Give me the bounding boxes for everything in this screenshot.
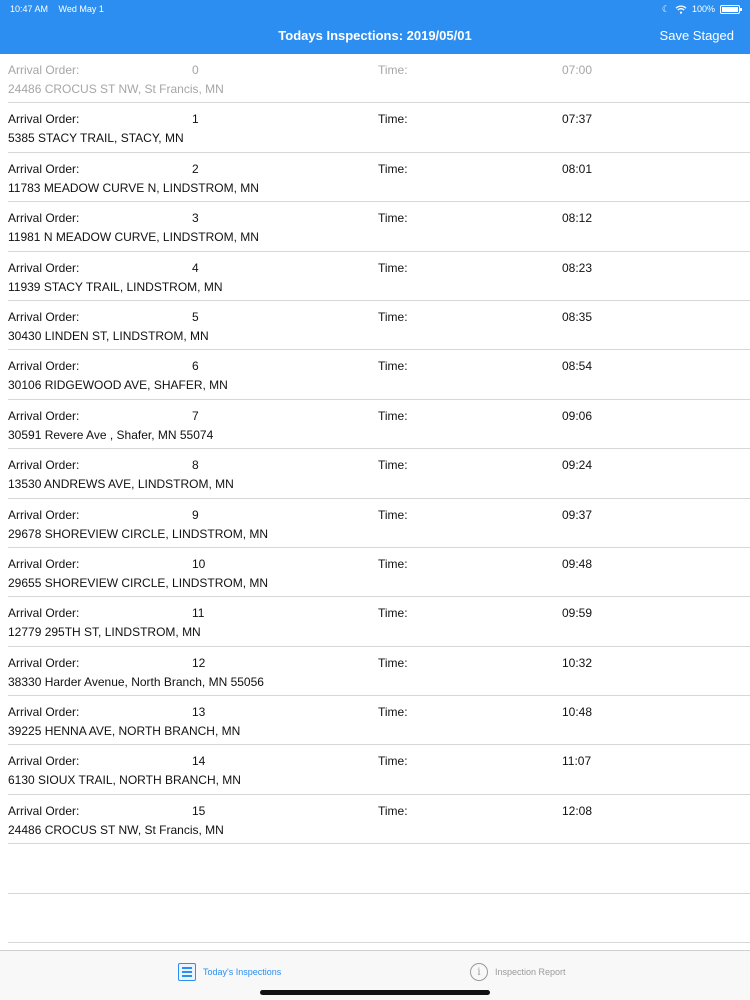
- arrival-order-value: 0: [192, 63, 199, 77]
- time-value: 07:37: [562, 112, 593, 127]
- inspection-row[interactable]: [8, 252, 750, 301]
- arrival-order-label: Arrival Order:: [8, 458, 80, 473]
- page-title: Todays Inspections: 2019/05/01: [278, 28, 472, 43]
- inspection-row[interactable]: [8, 795, 750, 844]
- address-text: 30591 Revere Ave , Shafer, MN 55074: [8, 427, 214, 442]
- time-value: 11:07: [562, 754, 592, 769]
- time-label: Time:: [378, 211, 408, 226]
- tab-inspection-report[interactable]: [470, 961, 566, 983]
- arrival-order-label: Arrival Order:: [8, 507, 80, 522]
- arrival-order-value: 9: [192, 507, 199, 522]
- home-indicator: [260, 990, 490, 995]
- time-value: 12:08: [562, 803, 593, 818]
- time-label: Time:: [378, 754, 408, 769]
- time-value: 09:24: [562, 458, 593, 473]
- status-right: [662, 4, 740, 15]
- time-label: Time:: [378, 507, 408, 522]
- arrival-order-value: 7: [192, 408, 199, 423]
- time-label: Time:: [378, 161, 408, 176]
- arrival-order-label: Arrival Order:: [8, 606, 80, 621]
- arrival-order-label: Arrival Order:: [8, 754, 80, 769]
- arrival-order-label: Arrival Order:: [8, 309, 80, 324]
- arrival-order-label: Arrival Order:: [8, 556, 80, 571]
- list-icon: [178, 963, 196, 981]
- arrival-order-label: Arrival Order:: [8, 112, 80, 127]
- arrival-order-label: Arrival Order:: [8, 161, 80, 176]
- time-label: Time:: [378, 458, 408, 473]
- inspection-row[interactable]: [8, 400, 750, 449]
- time-value: 08:01: [562, 161, 593, 176]
- navigation-bar: [0, 18, 750, 54]
- time-value: 09:48: [562, 556, 593, 571]
- do-not-disturb-icon: ☾: [661, 3, 670, 14]
- time-label: Time:: [378, 112, 408, 127]
- time-label: Time:: [378, 705, 408, 720]
- address-text: 5385 STACY TRAIL, STACY, MN: [8, 131, 184, 146]
- address-text: 30430 LINDEN ST, LINDSTROM, MN: [8, 328, 209, 343]
- address-text: 24486 CROCUS ST NW, St Francis, MN: [8, 822, 224, 837]
- tab-label: Today's Inspections: [203, 967, 282, 977]
- inspection-row[interactable]: [8, 153, 750, 202]
- arrival-order-value: 6: [192, 359, 199, 374]
- time-value: 07:00: [562, 63, 593, 77]
- arrival-order-value: 4: [192, 260, 199, 275]
- address-text: 12779 295TH ST, LINDSTROM, MN: [8, 625, 201, 640]
- address-text: 38330 Harder Avenue, North Branch, MN 55056: [8, 674, 264, 689]
- tab-todays-inspections[interactable]: [178, 961, 281, 983]
- status-time: 10:47 AM: [10, 4, 49, 14]
- address-text: 11783 MEADOW CURVE N, LINDSTROM, MN: [8, 180, 259, 195]
- address-text: 29655 SHOREVIEW CIRCLE, LINDSTROM, MN: [8, 575, 269, 590]
- time-value: 09:37: [562, 507, 593, 522]
- address-text: 13530 ANDREWS AVE, LINDSTROM, MN: [8, 477, 234, 492]
- address-text: 30106 RIDGEWOOD AVE, SHAFER, MN: [8, 378, 228, 393]
- address-text: 6130 SIOUX TRAIL, NORTH BRANCH, MN: [8, 773, 241, 788]
- inspection-row[interactable]: [8, 745, 750, 794]
- arrival-order-value: 12: [192, 655, 206, 670]
- time-value: 08:23: [562, 260, 593, 275]
- arrival-order-label: Arrival Order:: [8, 803, 80, 818]
- inspection-row[interactable]: [8, 696, 750, 745]
- time-label: Time:: [378, 63, 408, 77]
- arrival-order-value: 3: [192, 211, 199, 226]
- inspection-row[interactable]: [8, 449, 750, 498]
- save-staged-button[interactable]: Save Staged: [660, 18, 734, 54]
- status-date: Wed May 1: [58, 4, 104, 14]
- time-label: Time:: [378, 606, 408, 621]
- time-label: Time:: [378, 803, 408, 818]
- time-label: Time:: [378, 408, 408, 423]
- address-text: 29678 SHOREVIEW CIRCLE, LINDSTROM, MN: [8, 526, 269, 541]
- time-value: 10:48: [562, 705, 593, 720]
- inspection-row[interactable]: [8, 301, 750, 350]
- time-value: 08:12: [562, 211, 593, 226]
- inspection-list[interactable]: [0, 54, 750, 950]
- arrival-order-value: 13: [192, 705, 206, 720]
- arrival-order-label: Arrival Order:: [8, 260, 80, 275]
- arrival-order-value: 11: [192, 606, 205, 621]
- inspection-row[interactable]: [8, 350, 750, 399]
- wifi-icon: [675, 5, 687, 14]
- inspection-row[interactable]: [8, 597, 750, 646]
- info-icon: i: [470, 963, 488, 981]
- inspection-row[interactable]: [8, 548, 750, 597]
- address-text: 11981 N MEADOW CURVE, LINDSTROM, MN: [8, 230, 259, 245]
- inspection-row[interactable]: [8, 647, 750, 696]
- time-value: 10:32: [562, 655, 593, 670]
- arrival-order-label: Arrival Order:: [8, 211, 80, 226]
- status-left: [10, 4, 112, 14]
- inspection-row[interactable]: [8, 103, 750, 152]
- empty-row: [8, 894, 750, 943]
- arrival-order-value: 1: [192, 112, 199, 127]
- arrival-order-value: 10: [192, 556, 206, 571]
- address-text: 24486 CROCUS ST NW, St Francis, MN: [8, 82, 224, 96]
- arrival-order-value: 8: [192, 458, 199, 473]
- time-value: 08:54: [562, 359, 593, 374]
- arrival-order-value: 14: [192, 754, 206, 769]
- time-label: Time:: [378, 556, 408, 571]
- inspection-row[interactable]: [8, 499, 750, 548]
- time-label: Time:: [378, 309, 408, 324]
- arrival-order-label: Arrival Order:: [8, 655, 80, 670]
- arrival-order-label: Arrival Order:: [8, 359, 80, 374]
- time-label: Time:: [378, 655, 408, 670]
- arrival-order-label: Arrival Order:: [8, 63, 80, 77]
- arrival-order-label: Arrival Order:: [8, 705, 80, 720]
- arrival-order-value: 5: [192, 309, 199, 324]
- empty-row: [8, 844, 750, 893]
- inspection-row[interactable]: [8, 202, 750, 251]
- time-value: 09:59: [562, 606, 593, 621]
- time-value: 08:35: [562, 309, 593, 324]
- time-label: Time:: [378, 260, 408, 275]
- arrival-order-value: 15: [192, 803, 206, 818]
- arrival-order-label: Arrival Order:: [8, 408, 80, 423]
- address-text: 11939 STACY TRAIL, LINDSTROM, MN: [8, 279, 223, 294]
- time-value: 09:06: [562, 408, 593, 423]
- inspection-row[interactable]: [8, 54, 750, 103]
- status-bar: [0, 0, 750, 18]
- time-label: Time:: [378, 359, 408, 374]
- battery-icon: [720, 5, 740, 14]
- arrival-order-value: 2: [192, 161, 199, 176]
- address-text: 39225 HENNA AVE, NORTH BRANCH, MN: [8, 724, 241, 739]
- tab-label: Inspection Report: [495, 967, 566, 977]
- battery-percent: 100%: [691, 4, 715, 14]
